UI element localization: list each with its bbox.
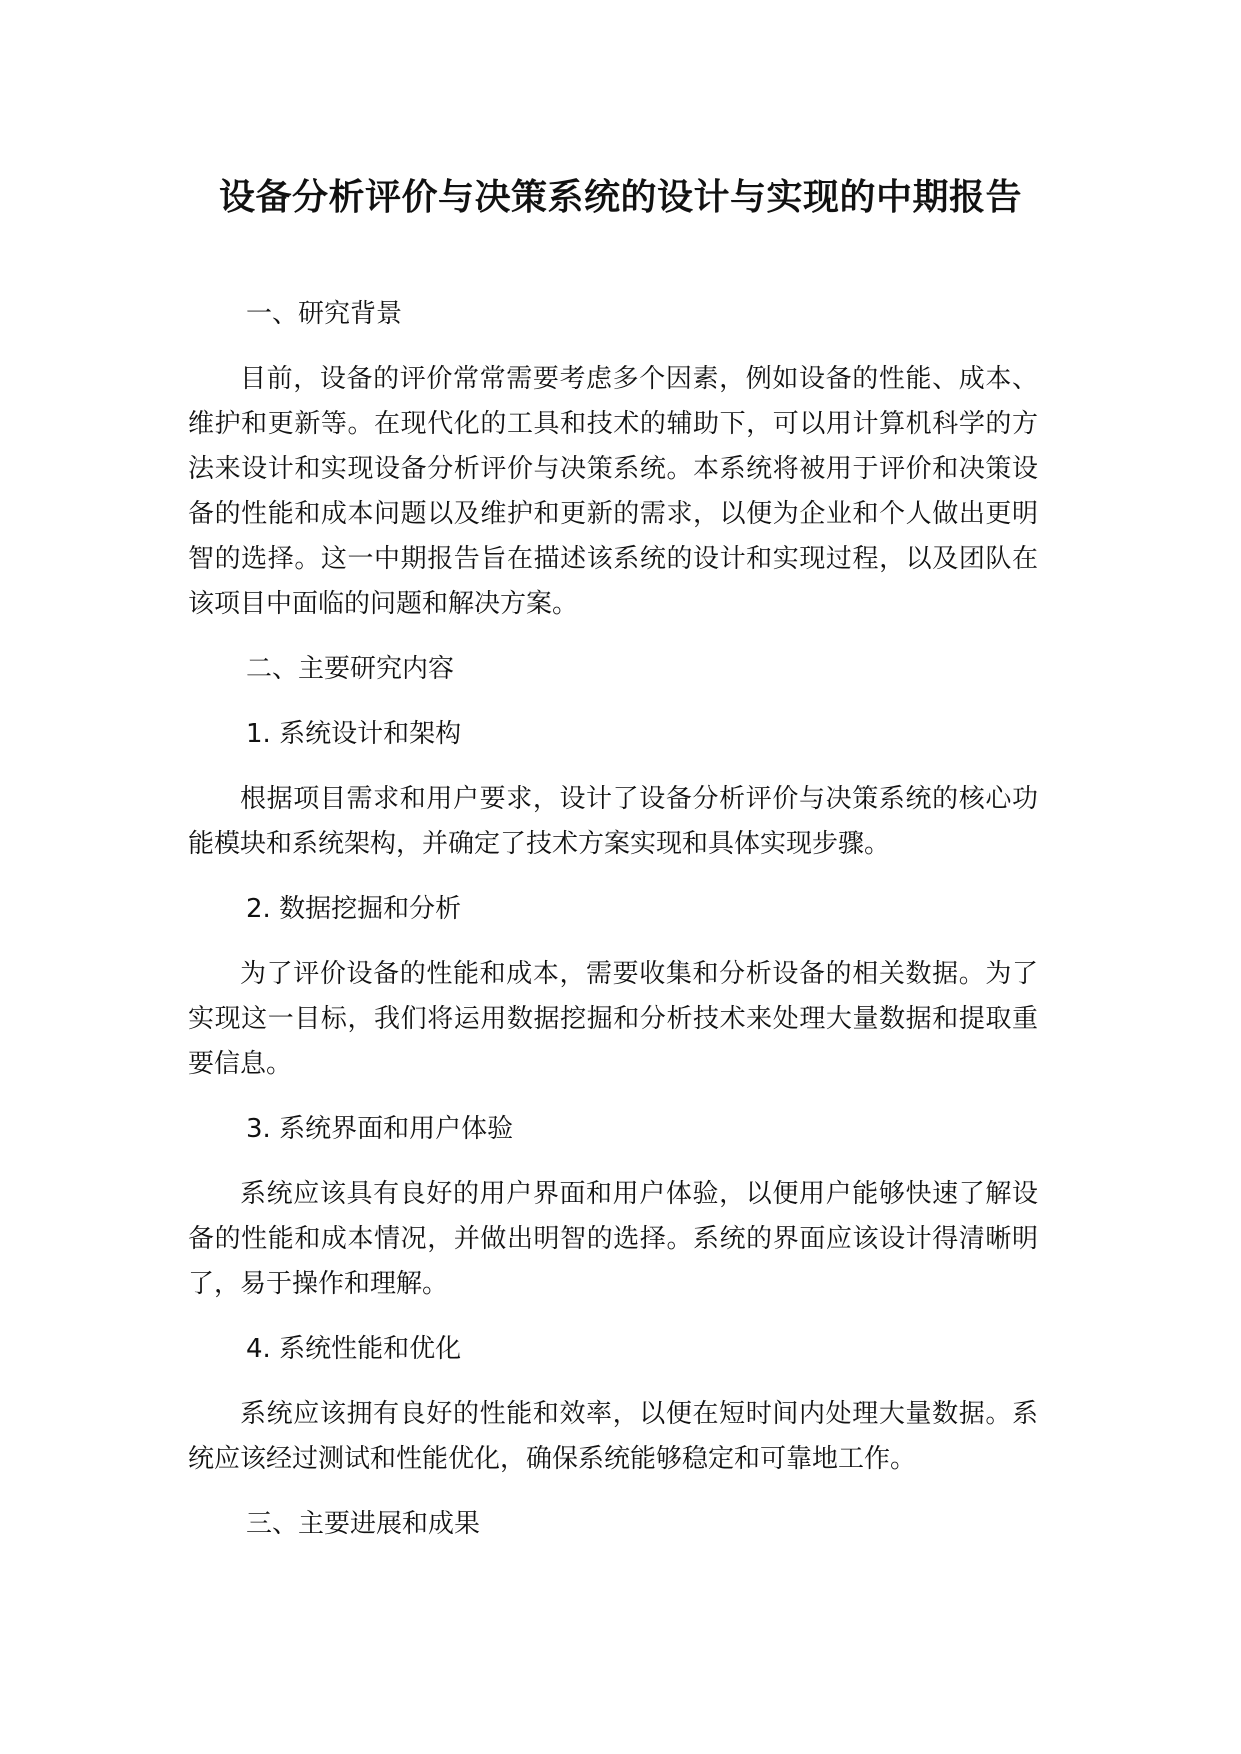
section-heading-background: 一、研究背景 <box>246 299 403 329</box>
section-heading-progress: 三、主要进展和成果 <box>246 1509 481 1539</box>
subheading-data-mining: 2. 数据挖掘和分析 <box>246 894 462 924</box>
document-body <box>188 292 1038 1567</box>
document-title: 设备分析评价与决策系统的设计与实现的中期报告 <box>218 177 1022 218</box>
paragraph-performance: 系统应该拥有良好的性能和效率，以便在短时间内处理大量数据。系统应该经过测试和性能优化，确保系统能够稳定和可靠地工作。 <box>188 1399 1038 1474</box>
paragraph-background: 目前，设备的评价常常需要考虑多个因素，例如设备的性能、成本、维护和更新等。在现代化的工具和技术的辅助下，可以用计算机科学的方法来设计和实现设备分析评价与决策系统。本系统将被用于评价和决策设备的性能和成本问题以及维护和更新的需求，以便为企业和个人做出更明智的选择。这一中期报告旨在描述该系统的设计和实现过程，以及团队在该项目中面临的问题和解决方案。 <box>188 364 1038 619</box>
subheading-performance: 4. 系统性能和优化 <box>246 1334 462 1364</box>
paragraph-data-mining: 为了评价设备的性能和成本，需要收集和分析设备的相关数据。为了实现这一目标，我们将运用数据挖掘和分析技术来处理大量数据和提取重要信息。 <box>188 959 1038 1079</box>
paragraph-ui-ux: 系统应该具有良好的用户界面和用户体验，以便用户能够快速了解设备的性能和成本情况，并做出明智的选择。系统的界面应该设计得清晰明了，易于操作和理解。 <box>188 1179 1038 1299</box>
section-heading-main-content: 二、主要研究内容 <box>246 654 455 684</box>
paragraph-system-design: 根据项目需求和用户要求，设计了设备分析评价与决策系统的核心功能模块和系统架构，并确定了技术方案实现和具体实现步骤。 <box>188 784 1038 859</box>
subheading-system-design: 1. 系统设计和架构 <box>246 719 462 749</box>
subheading-ui-ux: 3. 系统界面和用户体验 <box>246 1114 514 1144</box>
